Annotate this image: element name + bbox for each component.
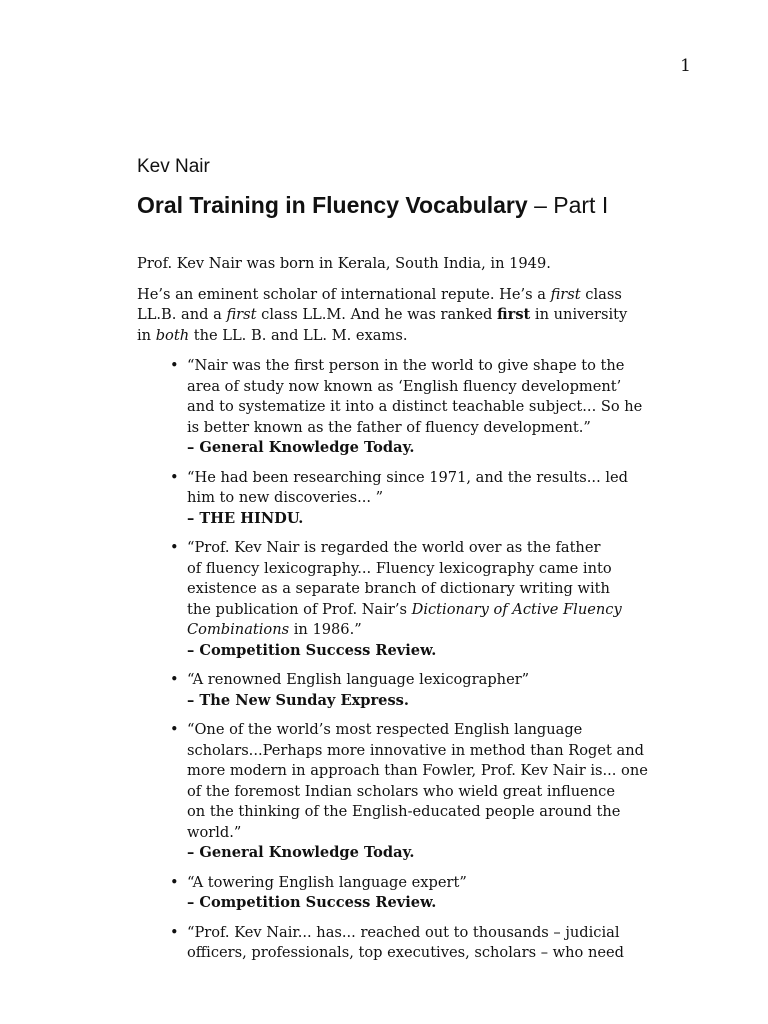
bio-text: in university [530, 306, 628, 323]
quote-source: – The New Sunday Express. [187, 691, 409, 709]
quote-line [187, 620, 707, 641]
quote-line: him to new discoveries... ” [187, 489, 384, 506]
bio-text: in [137, 326, 156, 344]
bullet-icon: • [170, 357, 179, 374]
quote-source: – Competition Success Review. [187, 641, 437, 659]
bullet-icon: • [170, 923, 179, 941]
quote-line: “A towering English language expert” [187, 873, 467, 891]
bio-text: the LL. B. and LL. M. exams. [189, 326, 408, 344]
quote-source: – Competition Success Review. [187, 894, 437, 911]
bio-emphasis: both [155, 326, 190, 344]
page-number: 1 [680, 56, 691, 76]
quote-line: “Nair was the first person in the world to give shape to the [187, 357, 625, 374]
quote-line: of the foremost Indian scholars who wield great influence [187, 782, 615, 800]
bio-emphasis: first [226, 306, 257, 323]
quote-line: “A renowned English language lexicographer” [187, 671, 530, 688]
quote-item [170, 670, 707, 711]
bullet-icon: • [170, 468, 179, 486]
bullet-icon: • [170, 873, 179, 891]
quote-line: scholars...Perhaps more innovative in method than Roget and [187, 741, 644, 759]
bio-text: class [580, 285, 622, 303]
bio-line [137, 285, 707, 306]
quote-line: area of study now known as ‘English fluency development’ [187, 377, 622, 395]
title-separator: – [527, 192, 554, 218]
intro-paragraph: Prof. Kev Nair was born in Kerala, South India, in 1949. [137, 255, 551, 272]
bio-strong: first [497, 306, 531, 323]
quote-line: of fluency lexicography... Fluency lexicography came into [187, 559, 612, 577]
quote-item [170, 468, 707, 530]
quote-line: more modern in approach than Fowler, Prof. Kev Nair is... one [187, 762, 648, 779]
quote-item [170, 538, 707, 661]
quote-line: “Prof. Kev Nair is regarded the world over as the father [187, 539, 601, 556]
quote-line: is better known as the father of fluency development.” [187, 418, 591, 436]
bullet-icon: • [170, 721, 179, 738]
document-title [137, 192, 608, 219]
bio-text: LL.B. and a [137, 306, 227, 323]
title-main: Oral Training in Fluency Vocabulary [137, 192, 528, 218]
bio-line [137, 326, 707, 347]
book-title: Combinations [187, 621, 290, 638]
quote-item [170, 356, 707, 459]
bio-emphasis: first [550, 285, 581, 303]
quote-text: in 1986.” [289, 621, 362, 638]
quotes-list [137, 356, 707, 964]
bio-line [137, 305, 707, 326]
quote-line: officers, professionals, top executives, scholars – who need [187, 944, 624, 961]
quote-line [187, 600, 707, 621]
title-part: Part I [553, 192, 609, 218]
bullet-icon: • [170, 539, 179, 556]
quote-source: – General Knowledge Today. [187, 439, 415, 456]
bullet-icon: • [170, 671, 179, 688]
quote-line: existence as a separate branch of dictionary writing with [187, 580, 610, 597]
quote-line: on the thinking of the English-educated people around the [187, 803, 621, 820]
quote-line: “One of the world’s most respected English language [187, 721, 583, 738]
quote-source: – General Knowledge Today. [187, 844, 415, 861]
quote-item [170, 923, 707, 964]
bio-paragraph [137, 285, 707, 347]
quote-line: world.” [187, 823, 242, 841]
quote-source: – THE HINDU. [187, 509, 304, 527]
bio-text: He’s an eminent scholar of international repute. He’s a [137, 285, 551, 303]
bio-text: class LL.M. And he was ranked [256, 306, 498, 323]
quote-line: and to systematize it into a distinct teachable subject... So he [187, 398, 643, 415]
document-body [137, 254, 707, 973]
quote-line: “Prof. Kev Nair... has... reached out to thousands – judicial [187, 923, 620, 941]
author-name: Kev Nair [137, 156, 210, 177]
quote-text: the publication of Prof. Nair’s [187, 600, 412, 618]
quote-item [170, 873, 707, 914]
book-title: Dictionary of Active Fluency [411, 600, 622, 618]
quote-item [170, 720, 707, 864]
quote-line: “He had been researching since 1971, and the results... led [187, 468, 628, 486]
